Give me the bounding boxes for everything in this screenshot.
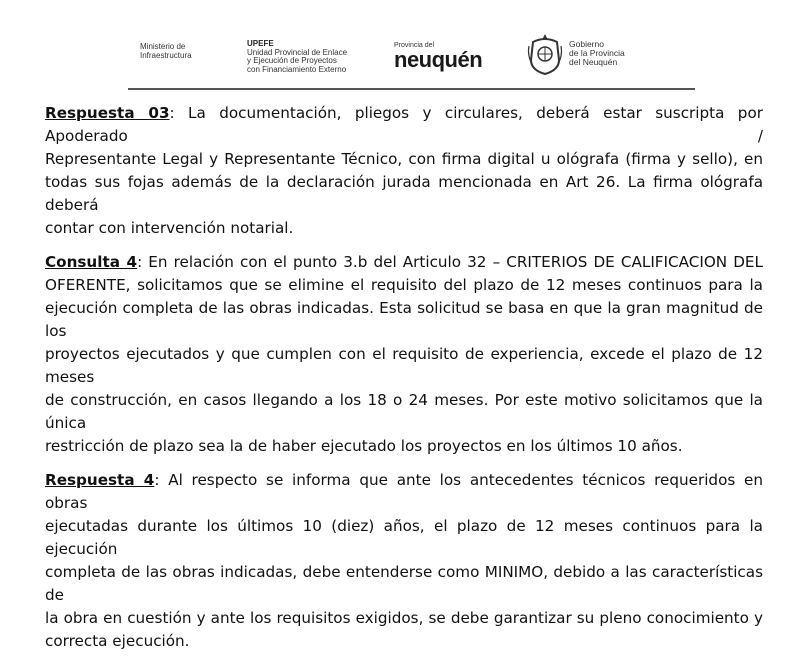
paragraph-consulta-4 (45, 251, 763, 458)
paragraph-line (45, 469, 763, 515)
paragraph-line (45, 102, 763, 148)
upefe-title: UPEFE (247, 39, 274, 48)
gobierno-line-2: de la Provincia (569, 48, 625, 58)
gobierno-line-1: Gobierno (569, 39, 604, 49)
paragraph-respuesta-03 (45, 102, 763, 240)
gobierno-line-3: del Neuquén (569, 57, 618, 67)
ministerio-line-2: Infraestructura (140, 51, 192, 60)
paragraph-line: restricción de plazo sea la de haber ejecutado los proyectos en los últimos 10 años. (45, 437, 683, 455)
paragraph-line: la obra en cuestión y ante los requisitos exigidos, se debe garantizar su pleno conocimiento y (45, 609, 763, 627)
neuquen-logo (394, 42, 494, 71)
document-header (0, 0, 802, 92)
paragraph-label: Respuesta 03 (45, 104, 170, 122)
paragraph-respuesta-4 (45, 469, 763, 653)
provincial-seal-icon (525, 32, 565, 76)
paragraph-line: ejecución completa de las obras indicadas. Esta solicitud se basa en que la gran magnitud de los (45, 299, 763, 340)
provincia-small-text: Provincia del (394, 42, 435, 49)
gobierno-logo-text (569, 40, 625, 67)
ministerio-logo-text (140, 42, 192, 60)
upefe-line-1: Unidad Provincial de Enlace (247, 47, 348, 57)
paragraph-label: Respuesta 4 (45, 471, 155, 489)
paragraph-line: OFERENTE, solicitamos que se elimine el requisito del plazo de 12 meses continuos para la (45, 276, 763, 294)
paragraph-line: ejecutadas durante los últimos 10 (diez) años, el plazo de 12 meses continuos para la ejecución (45, 517, 763, 558)
ministerio-line-1: Ministerio de (140, 42, 186, 51)
upefe-line-3: con Financiamiento Externo (247, 64, 347, 74)
paragraph-line: proyectos ejecutados y que cumplen con el requisito de experiencia, excede el plazo de 12 meses (45, 345, 763, 386)
paragraph-line: todas sus fojas además de la declaración jurada mencionada en Art 26. La firma ológrafa deberá (45, 173, 763, 214)
document-body (45, 102, 763, 664)
paragraph-line: correcta ejecución. (45, 632, 190, 650)
line-text: : En relación con el punto 3.b del Articulo 32 – CRITERIOS DE CALIFICACION DEL (137, 253, 763, 271)
paragraph-label: Consulta 4 (45, 253, 138, 271)
upefe-line-2: y Ejecución de Proyectos (247, 56, 337, 65)
neuquen-wordmark: neuquén (394, 47, 483, 72)
header-divider (128, 88, 695, 90)
paragraph-line: Representante Legal y Representante Técnico, con firma digital u ológrafa (firma y sello), en (45, 150, 763, 168)
paragraph-line (45, 251, 763, 274)
paragraph-line: de construcción, en casos llegando a los 18 o 24 meses. Por este motivo solicitamos que la única (45, 391, 763, 432)
line-text: : La documentación, pliegos y circulares, deberá estar suscripta por Apoderado / (45, 104, 763, 145)
paragraph-line: contar con intervención notarial. (45, 219, 294, 237)
line-text: : Al respecto se informa que ante los antecedentes técnicos requeridos en obras (45, 471, 763, 512)
upefe-logo-text (247, 40, 347, 74)
paragraph-line: completa de las obras indicadas, debe entenderse como MINIMO, debido a las características de (45, 563, 763, 604)
